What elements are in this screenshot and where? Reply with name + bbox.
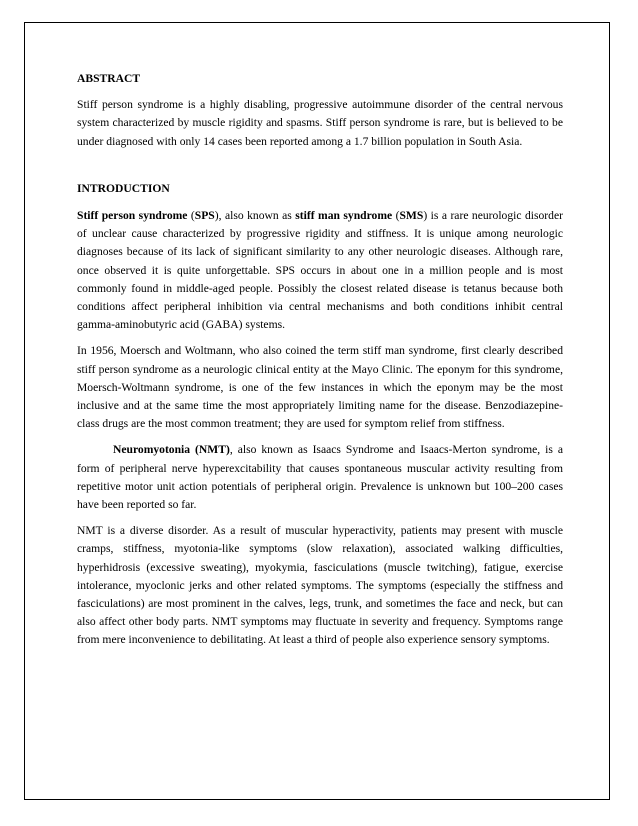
term-stiff-man-syndrome: stiff man syndrome bbox=[295, 209, 393, 223]
intro-paragraph-3 bbox=[77, 441, 563, 514]
intro-paragraph-2: In 1956, Moersch and Woltmann, who also coined the term stiff man syndrome, first clearly described stiff person syndrome as a neurologic clinical entity at the Mayo Clinic. The eponym for this syndrome, Moersch-Woltmann syndrome, is one of the few instances in which the eponym may be the most inclusive and at the same time the most appropriately limiting name for the disease. Benzodiazepine-class drugs are the most common treatment; they are used for symptom relief from stiffness. bbox=[77, 344, 563, 431]
intro-paragraph-4: NMT is a diverse disorder. As a result of muscular hyperactivity, patients may present with muscle cramps, stiffness, myotonia-like symptoms (slow relaxation), associated walking difficulties, hyperhidrosis (excessive sweating), myokymia, fasciculations (muscle twitching), fatigue, exercise intolerance, myoclonic jerks and other related symptoms. The symptoms (especially the stiffness and fasciculations) are most prominent in the calves, legs, trunk, and sometimes the face and neck, but can also affect other body parts. NMT symptoms may fluctuate in severity and frequency. Symptoms range from mere inconvenience to debilitating. At least a third of people also experience sensory symptoms. bbox=[77, 524, 563, 647]
intro-p1-rest: ) is a rare neurologic disorder of unclear cause characterized by progressive rigidity and stiffness. It is unique among neurologic diagnoses because of its lack of significant similarity to any other neurologic diseases. Although rare, once observed it is quite unforgettable. SPS occurs in about one in a million people and is most commonly found in middle-aged people. Possibly the closest related disease is tetanus because both conditions affect peripheral inhibition via central mechanisms and both conditions inhibit central gamma-aminobutyric acid (GABA) systems. bbox=[77, 209, 563, 332]
intro-paragraph-1: Stiff person syndrome (SPS), also known as stiff man syndrome (SMS) is a rare neurologic disorder of unclear cause characterized by progressive rigidity and stiffness. It is unique among neurologic diagnoses because of its lack of significant similarity to any other neurologic diseases. Although rare, once observed it is quite unforgettable. SPS occurs in about one in a million people and is most commonly found in middle-aged people. Possibly the closest related disease is tetanus because both conditions affect peripheral inhibition via central mechanisms and both conditions inhibit central gamma-aminobutyric acid (GABA) systems. bbox=[77, 209, 563, 332]
abbr-sms: SMS bbox=[399, 209, 424, 223]
document-body bbox=[77, 70, 563, 658]
abstract-paragraph: Stiff person syndrome is a highly disabling, progressive autoimmune disorder of the central nervous system characterized by muscle rigidity and spasms. Stiff person syndrome is rare, but is believed to be under diagnosed with only 14 cases been reported among a 1.7 billion population in South Asia. bbox=[77, 98, 563, 148]
introduction-heading: INTRODUCTION bbox=[77, 181, 170, 195]
intro-p1-mid: ), also known as bbox=[214, 209, 296, 223]
intro-p3-rest: , also known as Isaacs Syndrome and Isaacs-Merton syndrome, is a form of peripheral nerve hyperexcitability that causes spontaneous muscular activity resulting from repetitive motor unit action potentials of peripheral origin. Prevalence is unknown but 100–200 cases have been reported so far. bbox=[77, 443, 564, 512]
abbr-sps: SPS bbox=[194, 209, 215, 223]
term-neuromyotonia: Neuromyotonia (NMT) bbox=[113, 443, 230, 457]
term-stiff-person-syndrome: Stiff person syndrome bbox=[77, 209, 188, 223]
abstract-heading: ABSTRACT bbox=[77, 72, 141, 85]
